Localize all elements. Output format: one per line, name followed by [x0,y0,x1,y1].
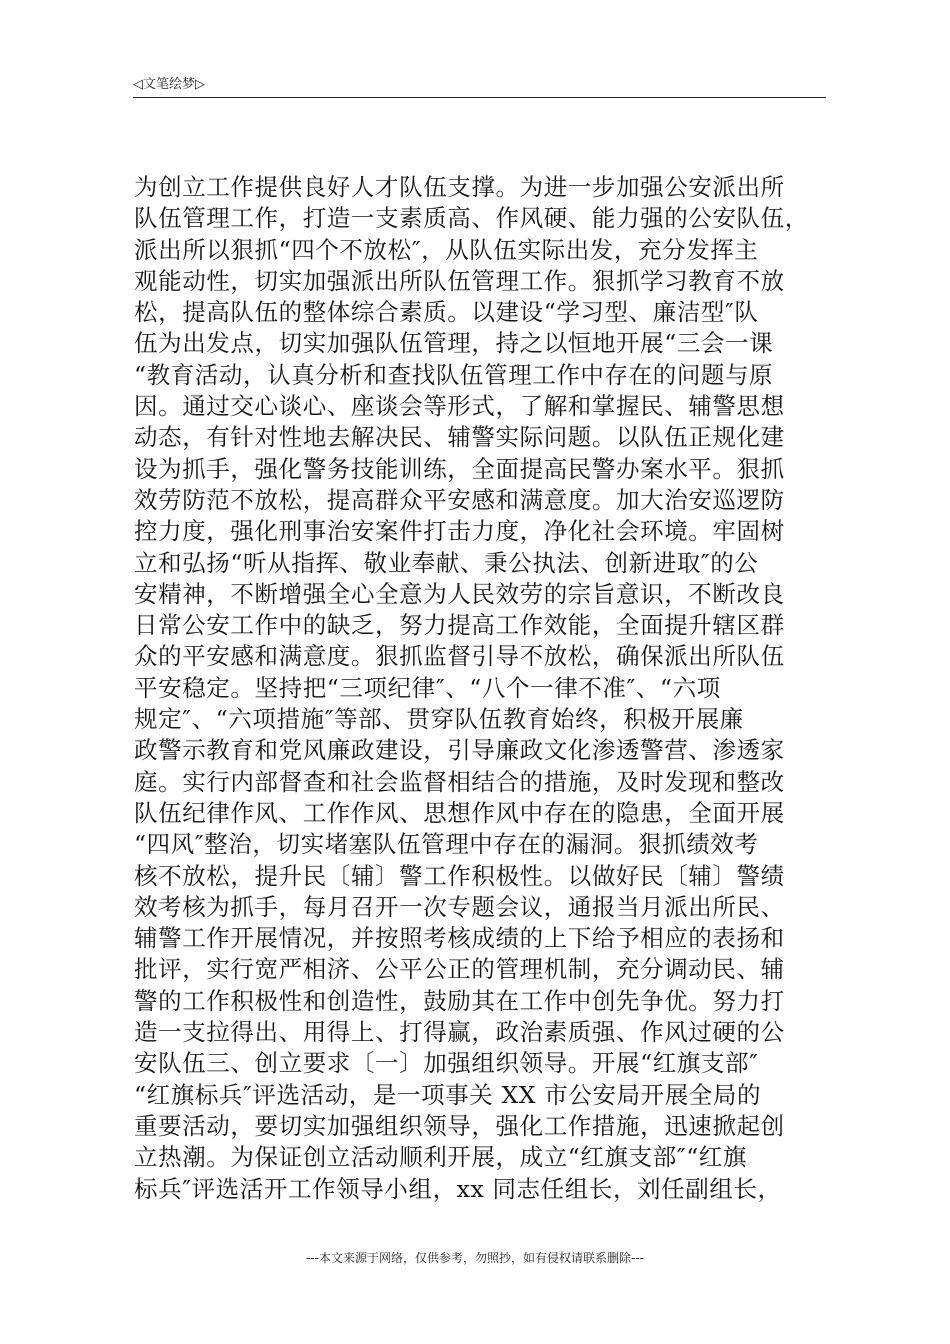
body-line: 辅警工作开展情况，并按照考核成绩的上下给予相应的表扬和 [134,924,785,953]
footer-disclaimer: ---本文来源于网络，仅供参考，勿照抄，如有侵权请联系删除--- [306,1251,644,1265]
page-header [133,76,826,98]
body-line: 安精神，不断增强全心全意为人民效劳的宗旨意识，不断改良 [134,579,785,608]
body-line: 核不放松，提升民〔辅〕警工作积极性。以做好民〔辅〕警绩 [134,861,785,890]
body-line: 松，提高队伍的整体综合素质。以建设“学习型、廉洁型″队 [134,298,759,327]
body-line: 伍为出发点，切实加强队伍管理，持之以恒地开展“三会一课 [134,329,774,358]
body-line: “四风″整治，切实堵塞队伍管理中存在的漏洞。狠抓绩效考 [134,830,759,859]
body-line: 立和弘扬“听从指挥、敬业奉献、秉公执法、创新进取″的公 [134,548,759,577]
body-line: 立热潮。为保证创立活动顺利开展，成立“红旗支部″“红旗 [134,1143,748,1172]
body-line: 动态，有针对性地去解决民、辅警实际问题。以队伍正规化建 [134,423,785,452]
body-line: 队伍纪律作风、工作作风、思想作风中存在的隐患，全面开展 [134,798,785,827]
body-line: 平安稳定。坚持把“三项纪律″、“八个一律不准″、“六项 [134,673,721,702]
body-line: 控力度，强化刑事治安案件打击力度，净化社会环境。牢固树 [134,517,785,546]
body-line: 造一支拉得出、用得上、打得赢，政治素质强、作风过硬的公 [134,1018,785,1047]
body-line: 警的工作积极性和创造性，鼓励其在工作中创先争优。努力打 [134,986,785,1015]
body-paragraph [134,172,834,1205]
body-line: 众的平安感和满意度。狠抓监督引导不放松，确保派出所队伍 [134,642,785,671]
body-line: 效劳防范不放松，提高群众平安感和满意度。加大治安巡逻防 [134,485,785,514]
header-brand-label: ◁文笔绘梦▷ [133,77,205,92]
body-line: 重要活动，要切实加强组织领导，强化工作措施，迅速掀起创 [134,1111,785,1140]
body-line: 设为抓手，强化警务技能训练，全面提高民警办案水平。狠抓 [134,454,785,483]
body-line: 标兵″评选活开工作领导小组，xx 同志任组长，刘任副组长， [134,1174,782,1203]
body-line: 批评，实行宽严相济、公平公正的管理机制，充分调动民、辅 [134,955,785,984]
header-divider [133,97,826,98]
body-line: 派出所以狠抓“四个不放松″，从队伍实际出发，充分发挥主 [134,235,759,264]
body-line: “教育活动，认真分析和查找队伍管理工作中存在的问题与原 [134,360,774,389]
body-line: 观能动性，切实加强派出所队伍管理工作。狠抓学习教育不放 [134,266,785,295]
body-line: 规定″、“六项措施″等部、贯穿队伍教育始终，积极开展廉 [134,705,744,734]
body-line: 日常公安工作中的缺乏，努力提高工作效能，全面提升辖区群 [134,611,785,640]
body-line: 政警示教育和党风廉政建设，引导廉政文化渗透警营、渗透家 [134,736,785,765]
body-line: 队伍管理工作，打造一支素质高、作风硬、能力强的公安队伍， [134,204,809,233]
body-line: 效考核为抓手，每月召开一次专题会议，通报当月派出所民、 [134,892,785,921]
body-line: 为创立工作提供良好人才队伍支撑。为进一步加强公安派出所 [134,173,785,201]
body-line: 安队伍三、创立要求〔一〕加强组织领导。开展“红旗支部″ [134,1049,759,1078]
body-line: 因。通过交心谈心、座谈会等形式，了解和掌握民、辅警思想 [134,392,785,421]
body-line: “红旗标兵″评选活动，是一项事关 XX 市公安局开展全局的 [134,1080,762,1109]
body-line: 庭。实行内部督查和社会监督相结合的措施，及时发现和整改 [134,767,785,796]
